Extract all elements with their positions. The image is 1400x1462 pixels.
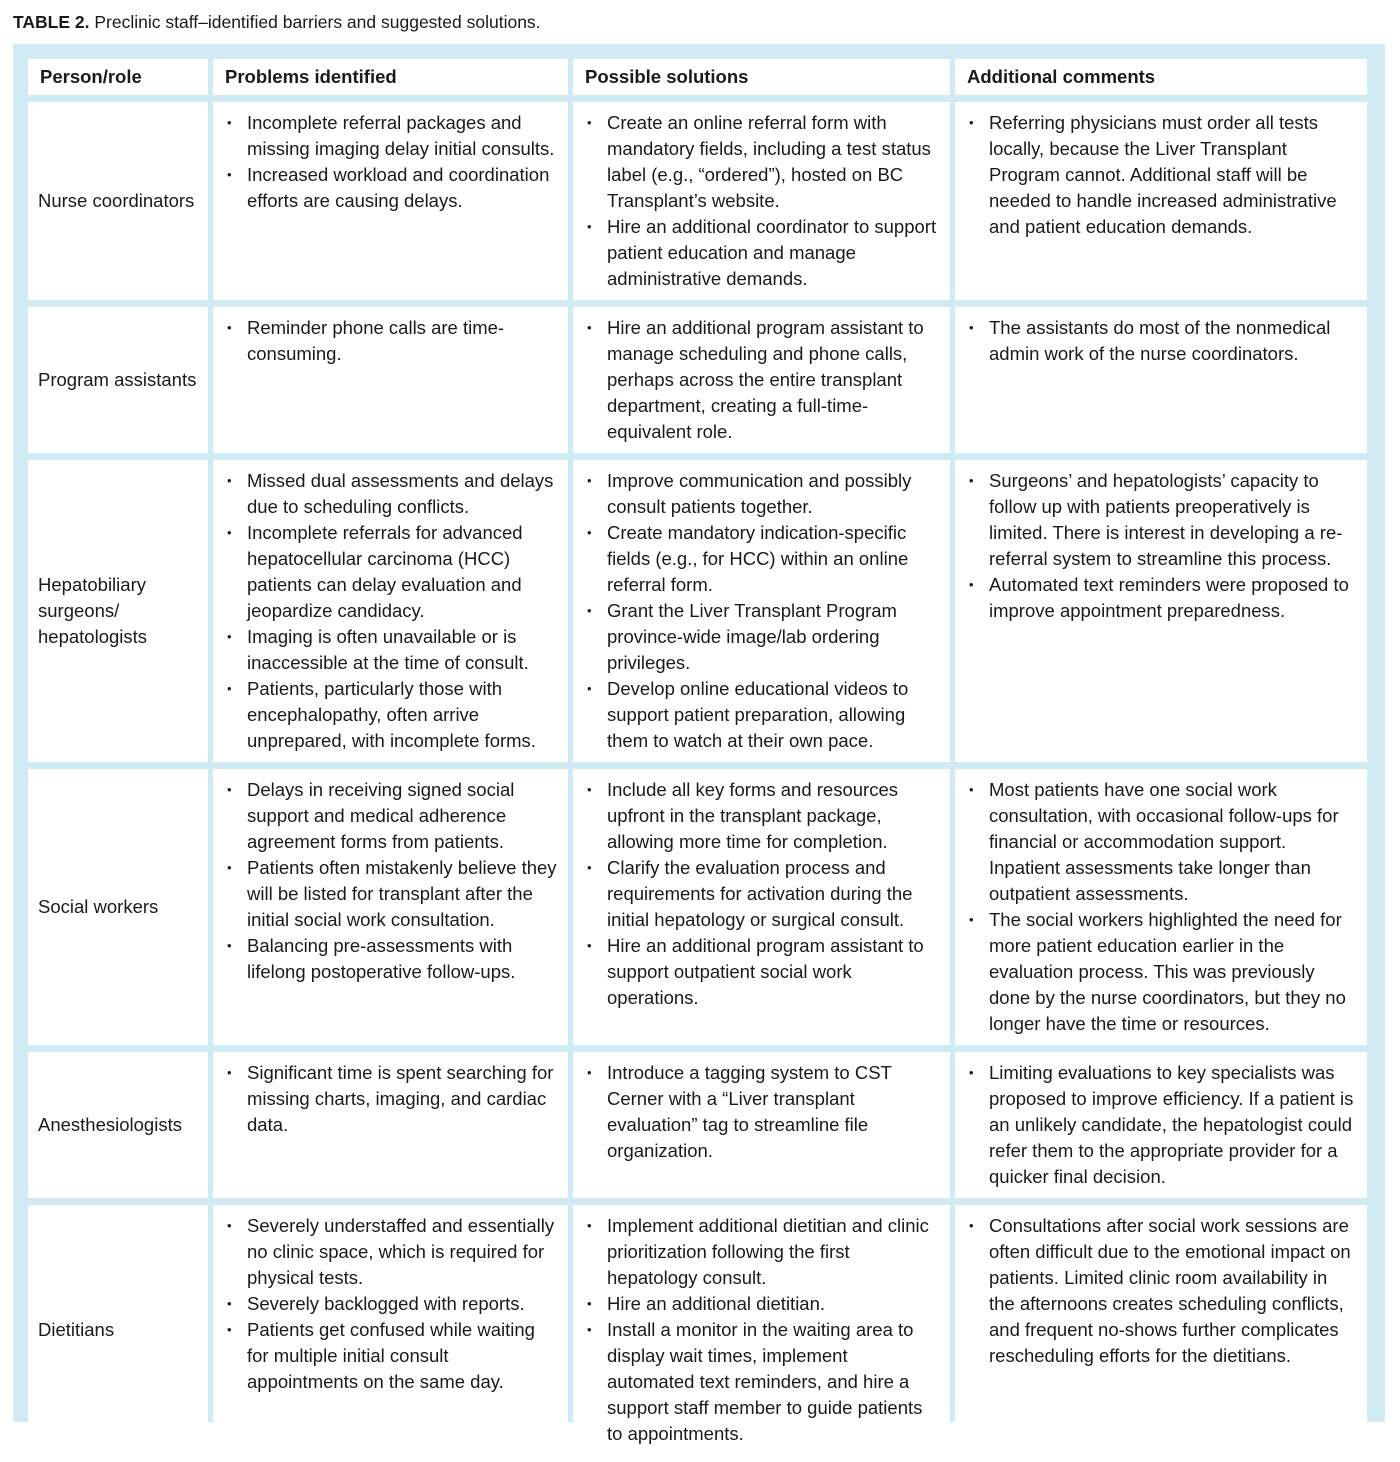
list-item: • Hire an additional program assistant to manage scheduling and phone calls, perhaps across the entire transplant department, creating a full-time-equivalent role. <box>585 315 940 445</box>
list-item: • Balancing pre-assessments with lifelong postoperative follow-ups. <box>225 933 558 985</box>
list-item: • Patients get confused while waiting for multiple initial consult appointments on the same day. <box>225 1317 558 1395</box>
solutions-cell <box>573 460 950 762</box>
list-item: • Create mandatory indication-specific fields (e.g., for HCC) within an online referral form. <box>585 520 940 598</box>
header-person-role: Person/role <box>28 59 208 95</box>
header-row <box>28 59 1367 95</box>
header-problems: Problems identified <box>213 59 568 95</box>
solutions-cell <box>573 307 950 453</box>
table-label: TABLE 2. <box>13 12 90 32</box>
list-item: • Increased workload and coordination efforts are causing delays. <box>225 162 558 214</box>
problems-list <box>225 315 558 367</box>
problems-cell <box>213 307 568 453</box>
list-item: • The assistants do most of the nonmedical admin work of the nurse coordinators. <box>967 315 1357 367</box>
problems-cell <box>213 769 568 1045</box>
list-item: • Automated text reminders were proposed to improve appointment preparedness. <box>967 572 1357 624</box>
comments-cell <box>955 1205 1367 1455</box>
list-item: • Grant the Liver Transplant Program province-wide image/lab ordering privileges. <box>585 598 940 676</box>
list-item: • Introduce a tagging system to CST Cerner with a “Liver transplant evaluation” tag to streamline file organization. <box>585 1060 940 1164</box>
role-cell: Anesthesiologists <box>28 1052 208 1198</box>
problems-list <box>225 1213 558 1395</box>
role-cell: Dietitians <box>28 1205 208 1455</box>
comments-list <box>967 468 1357 624</box>
list-item: • Imaging is often unavailable or is inaccessible at the time of consult. <box>225 624 558 676</box>
list-item: • The social workers highlighted the need for more patient education earlier in the evaluation process. This was previously done by the nurse coordinators, but they no longer have the time or resources. <box>967 907 1357 1037</box>
list-item: • Install a monitor in the waiting area to display wait times, implement automated text reminders, and hire a support staff member to guide patients to appointments. <box>585 1317 940 1447</box>
barriers-table <box>23 52 1372 1462</box>
problems-list <box>225 1060 558 1138</box>
list-item: • Significant time is spent searching for missing charts, imaging, and cardiac data. <box>225 1060 558 1138</box>
problems-list <box>225 777 558 985</box>
comments-list <box>967 777 1357 1037</box>
problems-cell <box>213 1052 568 1198</box>
list-item: • Incomplete referrals for advanced hepatocellular carcinoma (HCC) patients can delay evaluation and jeopardize candidacy. <box>225 520 558 624</box>
solutions-cell <box>573 1052 950 1198</box>
role-cell: Program assistants <box>28 307 208 453</box>
list-item: • Hire an additional dietitian. <box>585 1291 940 1317</box>
list-item: • Most patients have one social work consultation, with occasional follow-ups for financial or accommodation support. Inpatient assessments take longer than outpatient assessments. <box>967 777 1357 907</box>
solutions-list <box>585 1060 940 1164</box>
list-item: • Incomplete referral packages and missing imaging delay initial consults. <box>225 110 558 162</box>
list-item: • Develop online educational videos to support patient preparation, allowing them to watch at their own pace. <box>585 676 940 754</box>
comments-list <box>967 315 1357 367</box>
solutions-list <box>585 110 940 292</box>
solutions-list <box>585 468 940 754</box>
list-item: • Patients often mistakenly believe they will be listed for transplant after the initial social work consultation. <box>225 855 558 933</box>
role-cell: Social workers <box>28 769 208 1045</box>
solutions-list <box>585 777 940 1011</box>
solutions-list <box>585 315 940 445</box>
solutions-cell <box>573 769 950 1045</box>
list-item: • Create an online referral form with mandatory fields, including a test status label (e.g., “ordered”), hosted on BC Transplant’s website. <box>585 110 940 214</box>
comments-cell <box>955 1052 1367 1198</box>
problems-cell <box>213 102 568 300</box>
comments-list <box>967 1060 1357 1190</box>
comments-cell <box>955 460 1367 762</box>
problems-list <box>225 110 558 214</box>
table-body <box>28 102 1367 1455</box>
list-item: • Implement additional dietitian and clinic prioritization following the first hepatology consult. <box>585 1213 940 1291</box>
list-item: • Limiting evaluations to key specialists was proposed to improve efficiency. If a patient is an unlikely candidate, the hepatologist could refer them to the appropriate provider for a quicker final decision. <box>967 1060 1357 1190</box>
role-cell: Nurse coordinators <box>28 102 208 300</box>
table-row <box>28 307 1367 453</box>
list-item: • Surgeons’ and hepatologists’ capacity to follow up with patients preoperatively is limited. There is interest in developing a re-referral system to streamline this process. <box>967 468 1357 572</box>
list-item: • Delays in receiving signed social support and medical adherence agreement forms from patients. <box>225 777 558 855</box>
list-item: • Improve communication and possibly consult patients together. <box>585 468 940 520</box>
list-item: • Severely backlogged with reports. <box>225 1291 558 1317</box>
comments-list <box>967 110 1357 240</box>
table-row <box>28 1205 1367 1455</box>
list-item: • Hire an additional coordinator to support patient education and manage administrative demands. <box>585 214 940 292</box>
list-item: • Severely understaffed and essentially no clinic space, which is required for physical tests. <box>225 1213 558 1291</box>
comments-cell <box>955 769 1367 1045</box>
problems-cell <box>213 1205 568 1455</box>
table-row <box>28 460 1367 762</box>
table-caption <box>13 10 541 34</box>
list-item: • Consultations after social work sessions are often difficult due to the emotional impact on patients. Limited clinic room availability in the afternoons creates scheduling conflicts, and frequent no-shows further complicates rescheduling efforts for the dietitians. <box>967 1213 1357 1369</box>
list-item: • Patients, particularly those with encephalopathy, often arrive unprepared, with incomplete forms. <box>225 676 558 754</box>
list-item: • Missed dual assessments and delays due to scheduling conflicts. <box>225 468 558 520</box>
list-item: • Reminder phone calls are time-consuming. <box>225 315 558 367</box>
comments-cell <box>955 307 1367 453</box>
table-title: Preclinic staff–identified barriers and suggested solutions. <box>89 12 541 32</box>
problems-list <box>225 468 558 754</box>
list-item: • Hire an additional program assistant to support outpatient social work operations. <box>585 933 940 1011</box>
header-solutions: Possible solutions <box>573 59 950 95</box>
comments-list <box>967 1213 1357 1369</box>
role-cell: Hepatobiliary surgeons/ hepatologists <box>28 460 208 762</box>
problems-cell <box>213 460 568 762</box>
table-frame <box>13 44 1385 1444</box>
table-row <box>28 1052 1367 1198</box>
list-item: • Referring physicians must order all tests locally, because the Liver Transplant Program cannot. Additional staff will be needed to handle increased administrative and patient education demands. <box>967 110 1357 240</box>
list-item: • Include all key forms and resources upfront in the transplant package, allowing more time for completion. <box>585 777 940 855</box>
solutions-cell <box>573 102 950 300</box>
table-row <box>28 769 1367 1045</box>
header-comments: Additional comments <box>955 59 1367 95</box>
table-row <box>28 102 1367 300</box>
list-item: • Clarify the evaluation process and requirements for activation during the initial hepatology or surgical consult. <box>585 855 940 933</box>
solutions-list <box>585 1213 940 1447</box>
solutions-cell <box>573 1205 950 1455</box>
comments-cell <box>955 102 1367 300</box>
